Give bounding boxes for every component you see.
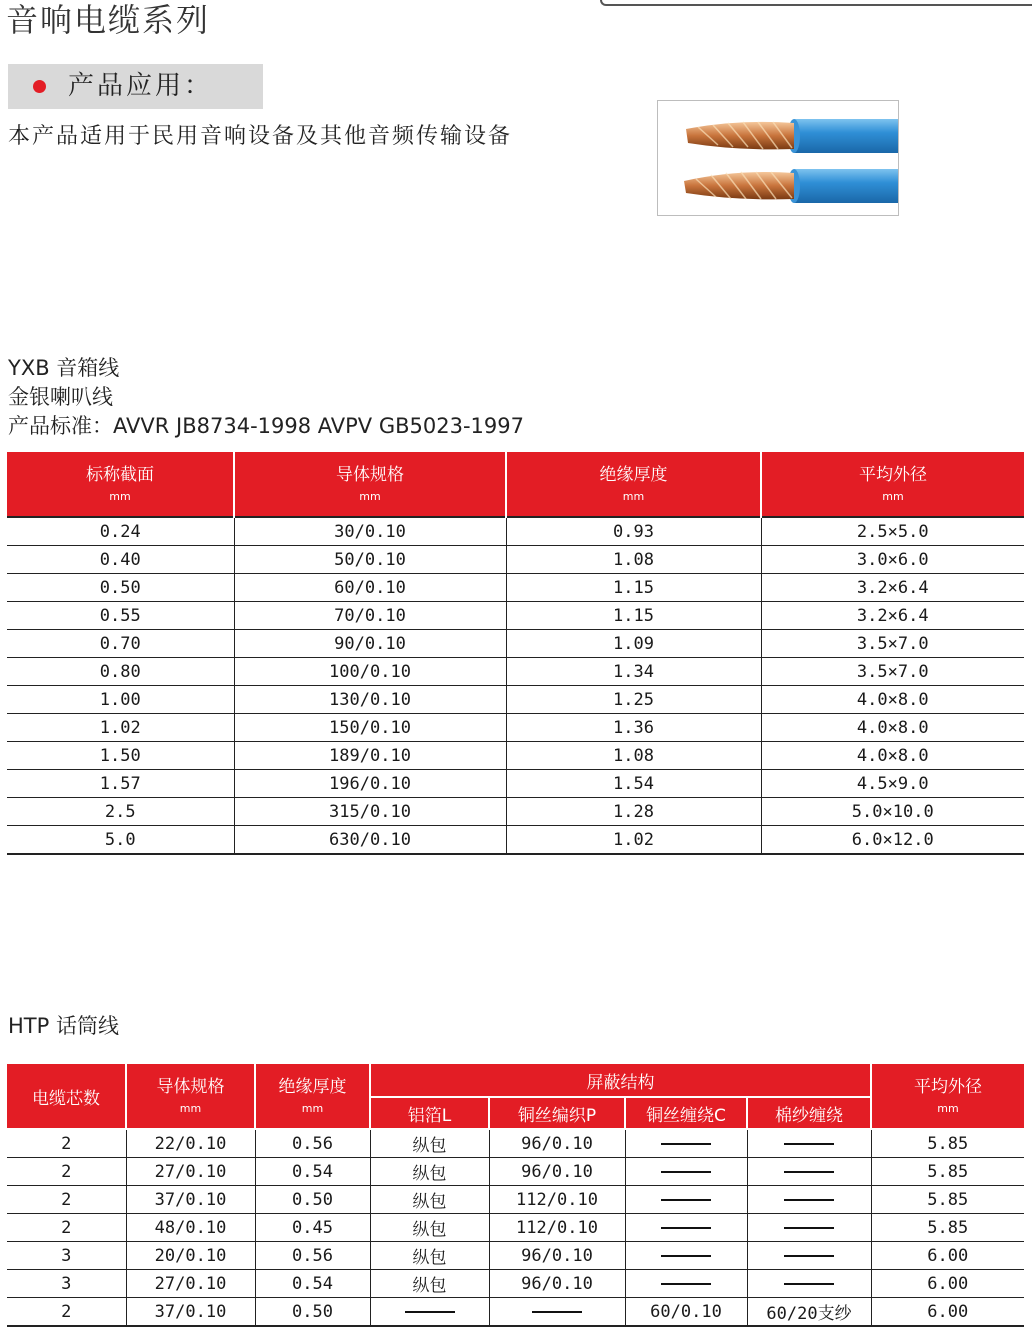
- yxb-table-cell: 4.0×8.0: [761, 686, 1024, 714]
- em-dash-mark: [661, 1143, 711, 1145]
- htp-table-cell: 5.85: [871, 1129, 1024, 1158]
- htp-table-cell: [489, 1298, 625, 1327]
- yxb-table-row: [7, 826, 1024, 855]
- htp-table-cell: 96/0.10: [489, 1270, 625, 1298]
- htp-header-insulation: 绝缘厚度 mm: [255, 1064, 370, 1129]
- htp-table-cell: 5.85: [871, 1214, 1024, 1242]
- product-description: 本产品适用于民用音响设备及其他音频传输设备: [8, 124, 513, 149]
- htp-table-cell: 2: [7, 1214, 126, 1242]
- em-dash-mark: [784, 1255, 834, 1257]
- htp-table-cell: 0.45: [255, 1214, 370, 1242]
- yxb-table-row: [7, 770, 1024, 798]
- yxb-table-cell: 1.15: [506, 602, 761, 630]
- htp-table-cell: [625, 1186, 747, 1214]
- yxb-standard: 产品标准：AVVR JB8734-1998 AVPV GB5023-1997: [8, 414, 524, 438]
- htp-table-row: [7, 1186, 1024, 1214]
- htp-table-cell: [625, 1242, 747, 1270]
- htp-table-cell: 6.00: [871, 1298, 1024, 1327]
- htp-table-row: [7, 1298, 1024, 1327]
- yxb-table-cell: 0.50: [7, 574, 234, 602]
- htp-table-cell: 纵包: [370, 1129, 489, 1158]
- yxb-table-cell: 90/0.10: [234, 630, 506, 658]
- yxb-table-cell: 1.57: [7, 770, 234, 798]
- yxb-table-row: [7, 658, 1024, 686]
- htp-table-cell: 27/0.10: [126, 1158, 255, 1186]
- htp-table-cell: [625, 1214, 747, 1242]
- cable-strand-upper: [686, 119, 898, 153]
- htp-table-cell: [370, 1298, 489, 1327]
- htp-table-cell: 纵包: [370, 1158, 489, 1186]
- htp-table-cell: 纵包: [370, 1270, 489, 1298]
- yxb-table-cell: 4.0×8.0: [761, 714, 1024, 742]
- em-dash-mark: [661, 1171, 711, 1173]
- htp-table-cell: 纵包: [370, 1186, 489, 1214]
- htp-table-cell: 3: [7, 1270, 126, 1298]
- yxb-table-cell: 5.0: [7, 826, 234, 855]
- htp-table-cell: 6.00: [871, 1270, 1024, 1298]
- yxb-title-line2: 金银喇叭线: [8, 385, 113, 409]
- em-dash-mark: [784, 1143, 834, 1145]
- htp-table-cell: 2: [7, 1186, 126, 1214]
- yxb-table-cell: 1.08: [506, 546, 761, 574]
- yxb-table-cell: 3.2×6.4: [761, 602, 1024, 630]
- htp-table-cell: 60/20支纱: [747, 1298, 871, 1327]
- yxb-table-cell: 1.34: [506, 658, 761, 686]
- yxb-table-cell: 5.0×10.0: [761, 798, 1024, 826]
- htp-table-cell: [747, 1158, 871, 1186]
- section-label-text: 产品应用：: [68, 71, 214, 101]
- yxb-table-row: [7, 714, 1024, 742]
- yxb-table-cell: 1.36: [506, 714, 761, 742]
- htp-table-cell: 96/0.10: [489, 1158, 625, 1186]
- htp-table-row: [7, 1214, 1024, 1242]
- em-dash-mark: [784, 1283, 834, 1285]
- htp-table-cell: 37/0.10: [126, 1186, 255, 1214]
- yxb-table-cell: 1.02: [7, 714, 234, 742]
- top-decorative-rule: [600, 0, 1032, 6]
- htp-table-cell: 2: [7, 1298, 126, 1327]
- htp-table-cell: 2: [7, 1158, 126, 1186]
- htp-table-cell: 5.85: [871, 1186, 1024, 1214]
- cable-strand-lower: [684, 169, 898, 203]
- htp-table-cell: 22/0.10: [126, 1129, 255, 1158]
- htp-table-cell: 5.85: [871, 1158, 1024, 1186]
- yxb-table-cell: 60/0.10: [234, 574, 506, 602]
- yxb-table-cell: 1.25: [506, 686, 761, 714]
- yxb-header-cell: 标称截面 mm: [7, 452, 234, 517]
- yxb-table-cell: 630/0.10: [234, 826, 506, 855]
- htp-spec-table: [7, 1064, 1024, 1327]
- htp-table-cell: 96/0.10: [489, 1242, 625, 1270]
- yxb-header-cell: 导体规格 mm: [234, 452, 506, 517]
- yxb-title-line1: YXB 音箱线: [8, 356, 120, 380]
- em-dash-mark: [532, 1311, 582, 1313]
- yxb-table-cell: 1.00: [7, 686, 234, 714]
- yxb-table-cell: 0.93: [506, 517, 761, 546]
- yxb-table-cell: 1.50: [7, 742, 234, 770]
- yxb-header-cell: 平均外径 mm: [761, 452, 1024, 517]
- htp-table-cell: [747, 1242, 871, 1270]
- yxb-table-cell: 3.5×7.0: [761, 658, 1024, 686]
- htp-title: HTP 话筒线: [8, 1014, 119, 1038]
- htp-table-cell: 0.56: [255, 1242, 370, 1270]
- yxb-table-cell: 1.02: [506, 826, 761, 855]
- htp-table-row: [7, 1242, 1024, 1270]
- htp-table-cell: 112/0.10: [489, 1214, 625, 1242]
- yxb-table-header: [7, 452, 1024, 517]
- htp-header-cores: 电缆芯数: [7, 1064, 126, 1129]
- htp-table-cell: 0.50: [255, 1186, 370, 1214]
- em-dash-mark: [661, 1227, 711, 1229]
- yxb-table-cell: 315/0.10: [234, 798, 506, 826]
- htp-header-diameter: 平均外径 mm: [871, 1064, 1024, 1129]
- yxb-table-cell: 1.08: [506, 742, 761, 770]
- em-dash-mark: [784, 1227, 834, 1229]
- em-dash-mark: [784, 1171, 834, 1173]
- htp-table-cell: [625, 1270, 747, 1298]
- htp-table-cell: 37/0.10: [126, 1298, 255, 1327]
- htp-header-shield-sub: 铜丝编织P: [489, 1097, 625, 1129]
- bullet-dot-icon: [33, 80, 46, 93]
- yxb-table-cell: 2.5×5.0: [761, 517, 1024, 546]
- htp-table-cell: 112/0.10: [489, 1186, 625, 1214]
- htp-table-cell: [625, 1129, 747, 1158]
- htp-table-cell: 2: [7, 1129, 126, 1158]
- yxb-table-cell: 6.0×12.0: [761, 826, 1024, 855]
- yxb-table-cell: 3.2×6.4: [761, 574, 1024, 602]
- yxb-table-cell: 4.5×9.0: [761, 770, 1024, 798]
- yxb-table-cell: 4.0×8.0: [761, 742, 1024, 770]
- yxb-table-cell: 196/0.10: [234, 770, 506, 798]
- em-dash-mark: [661, 1283, 711, 1285]
- yxb-table-cell: 70/0.10: [234, 602, 506, 630]
- htp-table-cell: 6.00: [871, 1242, 1024, 1270]
- yxb-table-cell: 1.09: [506, 630, 761, 658]
- yxb-table-row: [7, 517, 1024, 546]
- cable-photo-icon: [657, 100, 899, 216]
- htp-table-cell: 0.56: [255, 1129, 370, 1158]
- htp-table-row: [7, 1158, 1024, 1186]
- htp-table-row: [7, 1129, 1024, 1158]
- htp-table-cell: [747, 1129, 871, 1158]
- yxb-table-cell: 30/0.10: [234, 517, 506, 546]
- yxb-table-cell: 3.0×6.0: [761, 546, 1024, 574]
- yxb-table-cell: 150/0.10: [234, 714, 506, 742]
- yxb-table-cell: 0.70: [7, 630, 234, 658]
- htp-table-cell: 60/0.10: [625, 1298, 747, 1327]
- htp-table-cell: 20/0.10: [126, 1242, 255, 1270]
- htp-header-shield: 屏蔽结构: [370, 1064, 871, 1097]
- yxb-table-row: [7, 798, 1024, 826]
- htp-table-cell: 纵包: [370, 1242, 489, 1270]
- htp-table-cell: 0.50: [255, 1298, 370, 1327]
- yxb-table-cell: 1.28: [506, 798, 761, 826]
- htp-header-conductor: 导体规格 mm: [126, 1064, 255, 1129]
- section-label: [8, 64, 263, 109]
- htp-header-shield-sub: 铜丝缠绕C: [625, 1097, 747, 1129]
- yxb-table-cell: 0.55: [7, 602, 234, 630]
- yxb-table-cell: 1.15: [506, 574, 761, 602]
- yxb-table-row: [7, 602, 1024, 630]
- yxb-table-cell: 2.5: [7, 798, 234, 826]
- htp-table-cell: [747, 1214, 871, 1242]
- htp-table-cell: 0.54: [255, 1270, 370, 1298]
- em-dash-mark: [405, 1311, 455, 1313]
- yxb-table-row: [7, 630, 1024, 658]
- htp-table-row: [7, 1270, 1024, 1298]
- htp-table-cell: [625, 1158, 747, 1186]
- htp-table-cell: 27/0.10: [126, 1270, 255, 1298]
- yxb-table-row: [7, 546, 1024, 574]
- yxb-spec-table: [7, 452, 1024, 855]
- yxb-table-cell: 189/0.10: [234, 742, 506, 770]
- em-dash-mark: [661, 1255, 711, 1257]
- yxb-table-cell: 1.54: [506, 770, 761, 798]
- htp-table-cell: 48/0.10: [126, 1214, 255, 1242]
- htp-table-cell: [747, 1186, 871, 1214]
- yxb-table-row: [7, 686, 1024, 714]
- htp-header-shield-sub: 铝箔L: [370, 1097, 489, 1129]
- yxb-table-cell: 3.5×7.0: [761, 630, 1024, 658]
- yxb-table-cell: 0.80: [7, 658, 234, 686]
- yxb-table-cell: 50/0.10: [234, 546, 506, 574]
- yxb-table-row: [7, 742, 1024, 770]
- yxb-table-cell: 0.24: [7, 517, 234, 546]
- yxb-table-cell: 0.40: [7, 546, 234, 574]
- yxb-table-cell: 100/0.10: [234, 658, 506, 686]
- htp-header-shield-sub: 棉纱缠绕: [747, 1097, 871, 1129]
- page-title: 音响电缆系列: [6, 1, 211, 39]
- yxb-header-cell: 绝缘厚度 mm: [506, 452, 761, 517]
- em-dash-mark: [661, 1199, 711, 1201]
- htp-table-cell: 纵包: [370, 1214, 489, 1242]
- em-dash-mark: [784, 1199, 834, 1201]
- htp-table-cell: 3: [7, 1242, 126, 1270]
- yxb-table-cell: 130/0.10: [234, 686, 506, 714]
- htp-table-cell: 96/0.10: [489, 1129, 625, 1158]
- htp-table-cell: [747, 1270, 871, 1298]
- htp-table-cell: 0.54: [255, 1158, 370, 1186]
- yxb-table-row: [7, 574, 1024, 602]
